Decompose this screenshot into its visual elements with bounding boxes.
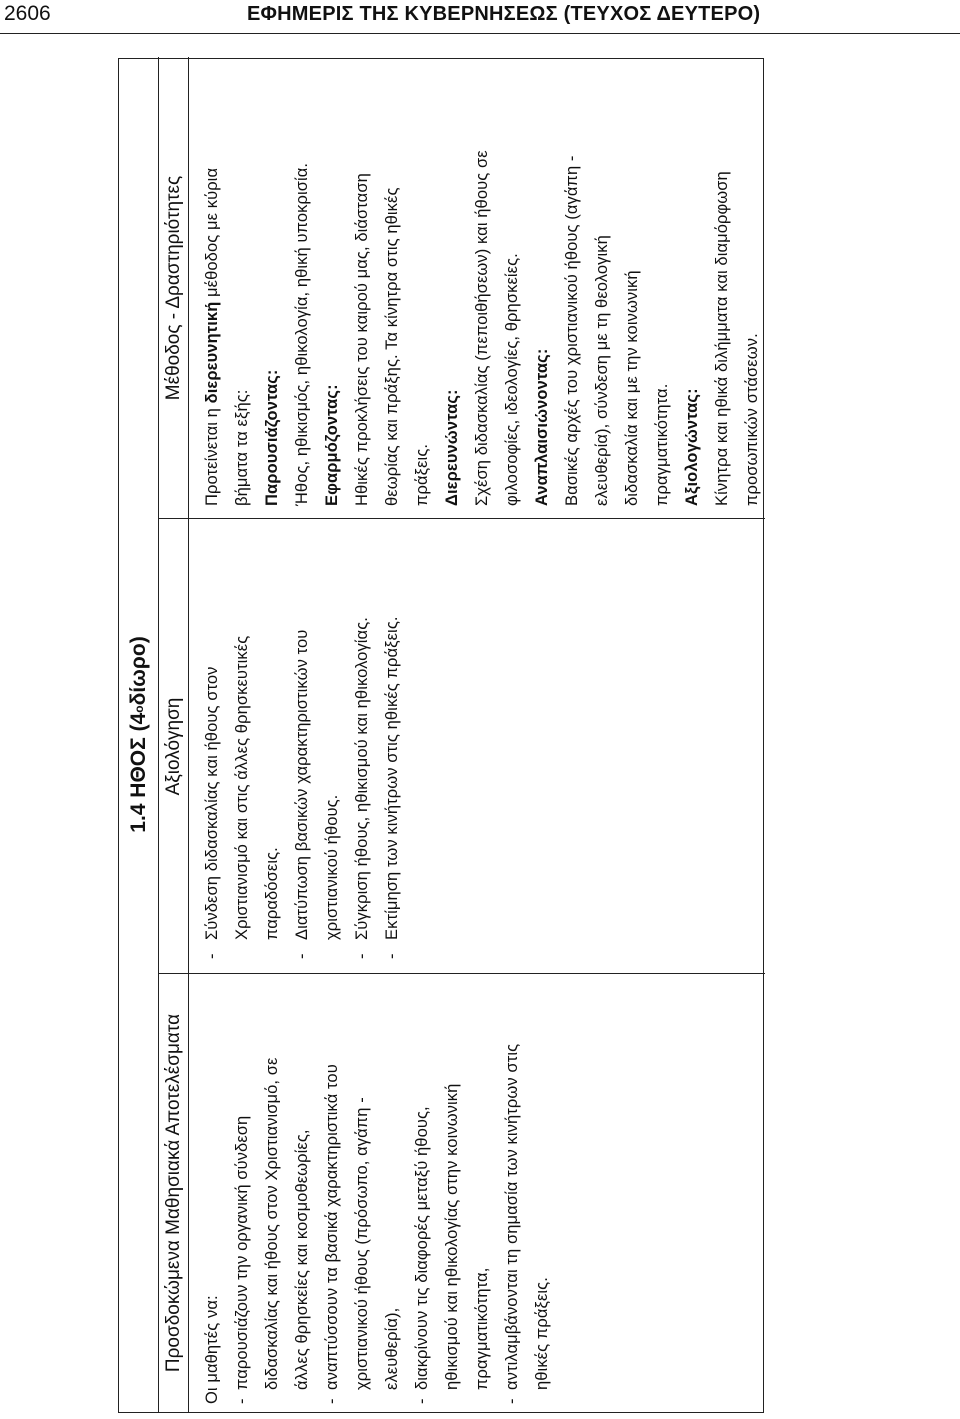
header-rule [0, 33, 960, 34]
stage-label: Αξιολογώντας: [683, 388, 701, 506]
page-header [0, 0, 960, 40]
text-line: Διατύπωση βασικών χαρακτηριστικών του [293, 629, 311, 940]
method-name: διερευνητική [203, 301, 221, 404]
text-line: Κίνητρα και ηθικά διλήμματα και διαμόρφωση [713, 171, 731, 506]
text-line: Ηθικές προκλήσεις του καιρού μας, διάσταση [353, 173, 371, 506]
column-divider [159, 973, 765, 974]
list-item [227, 984, 317, 1404]
text-line: παραδόσεις. [263, 847, 281, 940]
text-line: αναπτύσσουν τα βασικά χαρακτηριστικά του [323, 1064, 341, 1390]
text-line: φιλοσοφίες, ιδεολογίες, θρησκείες. [503, 253, 521, 506]
dash-marker: - [353, 953, 371, 959]
list-item [497, 984, 557, 1404]
curriculum-table [118, 58, 764, 1413]
outcomes-intro: Οι μαθητές να: [203, 1295, 221, 1404]
list-item [407, 984, 497, 1404]
text-line: διδασκαλία και με την κοινωνική [623, 270, 641, 506]
text-run: Προτείνεται η [203, 403, 221, 506]
text-line: πραγματικότητα, [473, 1267, 491, 1390]
list-item [377, 537, 407, 962]
page-number: 2606 [4, 2, 51, 25]
text-line: Ήθος, ηθικισμός, ηθικολογία, ηθική υποκρισία. [293, 162, 311, 506]
column-header-method: Μέθοδος - Δραστηριότητες [159, 57, 189, 519]
assessment-cell [197, 537, 407, 962]
list-item [347, 537, 377, 962]
outcomes-cell [197, 984, 557, 1404]
stage-label: Αναπλαισιώνοντας: [533, 348, 551, 506]
table-title-sup: ο [131, 705, 146, 713]
text-line: ηθικές πράξεις. [533, 1277, 551, 1390]
text-line: πράξεις. [413, 443, 431, 506]
text-line: θεωρίας και πράξης. Τα κίνητρα στις ηθικές [383, 187, 401, 506]
text-line: βήματα τα εξής: [233, 389, 251, 506]
text-line: Σχέση διδασκαλίας (πεποιθήσεων) και ήθους σε [473, 150, 491, 506]
table-title [119, 57, 159, 1412]
stage-label: Διερευνώντας: [443, 389, 461, 506]
stage-label: Εφαρμόζοντας: [323, 384, 341, 506]
journal-title: ΕΦΗΜΕΡΙΣ ΤΗΣ ΚΥΒΕΡΝΗΣΕΩΣ (ΤΕΥΧΟΣ ΔΕΥΤΕΡΟ) [247, 3, 761, 25]
text-line: αντιλαμβάνονται τη σημασία των κινήτρων στις [503, 1043, 521, 1390]
dash-marker: - [323, 1398, 341, 1404]
text-line: Σύγκριση ήθους, ηθικισμού και ηθικολογίας. [353, 617, 371, 940]
text-line: Εκτίμηση των κινήτρων στις ηθικές πράξεις. [383, 616, 401, 940]
list-item [287, 537, 347, 962]
text-line: χριστιανικού ήθους (πρόσωπο, αγάπη - [353, 1097, 371, 1390]
text-line: Χριστιανισμό και στις άλλες θρησκευτικές [233, 635, 251, 940]
stage-label: Παρουσιάζοντας: [263, 369, 281, 506]
column-divider [159, 518, 765, 519]
dash-marker: - [503, 1398, 521, 1404]
method-cell [197, 61, 767, 506]
table-title-suffix: δίωρο) [126, 636, 150, 706]
text-line: ελευθερία), [383, 1307, 401, 1390]
column-header-assessment: Αξιολόγηση [159, 519, 189, 974]
table-title-prefix: 1.4 ΗΘΟΣ (4 [126, 712, 150, 833]
text-line: ηθικισμού και ηθικολογίας στην κοινωνική [443, 1083, 461, 1390]
list-item [317, 984, 407, 1404]
text-line: χριστιανικού ήθους. [323, 794, 341, 940]
method-intro [197, 61, 227, 506]
rotated-table-area [118, 58, 764, 1413]
dash-marker: - [203, 953, 221, 959]
column-header-outcomes: Προσδοκώμενα Μαθησιακά Αποτελέσματα [159, 974, 189, 1412]
dash-marker: - [293, 953, 311, 959]
text-line: άλλες θρησκείες και κοσμοθεωρίες, [293, 1129, 311, 1390]
list-item [197, 537, 287, 962]
text-line: πραγματικότητα. [653, 383, 671, 506]
text-line: Σύνδεση διδασκαλίας και ήθους στον [203, 666, 221, 940]
dash-marker: - [233, 1398, 251, 1404]
text-line: παρουσιάζουν την οργανική σύνδεση [233, 1115, 251, 1390]
text-line: ελευθερία), σύνδεση με τη θεολογική [593, 235, 611, 506]
text-line: διακρίνουν τις διαφορές μεταξύ ήθους, [413, 1106, 431, 1390]
text-run: μέθοδος με κύρια [203, 167, 221, 302]
dash-marker: - [413, 1398, 431, 1404]
text-line: προσωπικών στάσεων. [743, 333, 761, 506]
text-line: διδασκαλίας και ήθους στον Χριστιανισμό, σε [263, 1057, 281, 1390]
text-line: Βασικές αρχές του χριστιανικού ήθους (αγάπη - [563, 155, 581, 506]
dash-marker: - [383, 953, 401, 959]
